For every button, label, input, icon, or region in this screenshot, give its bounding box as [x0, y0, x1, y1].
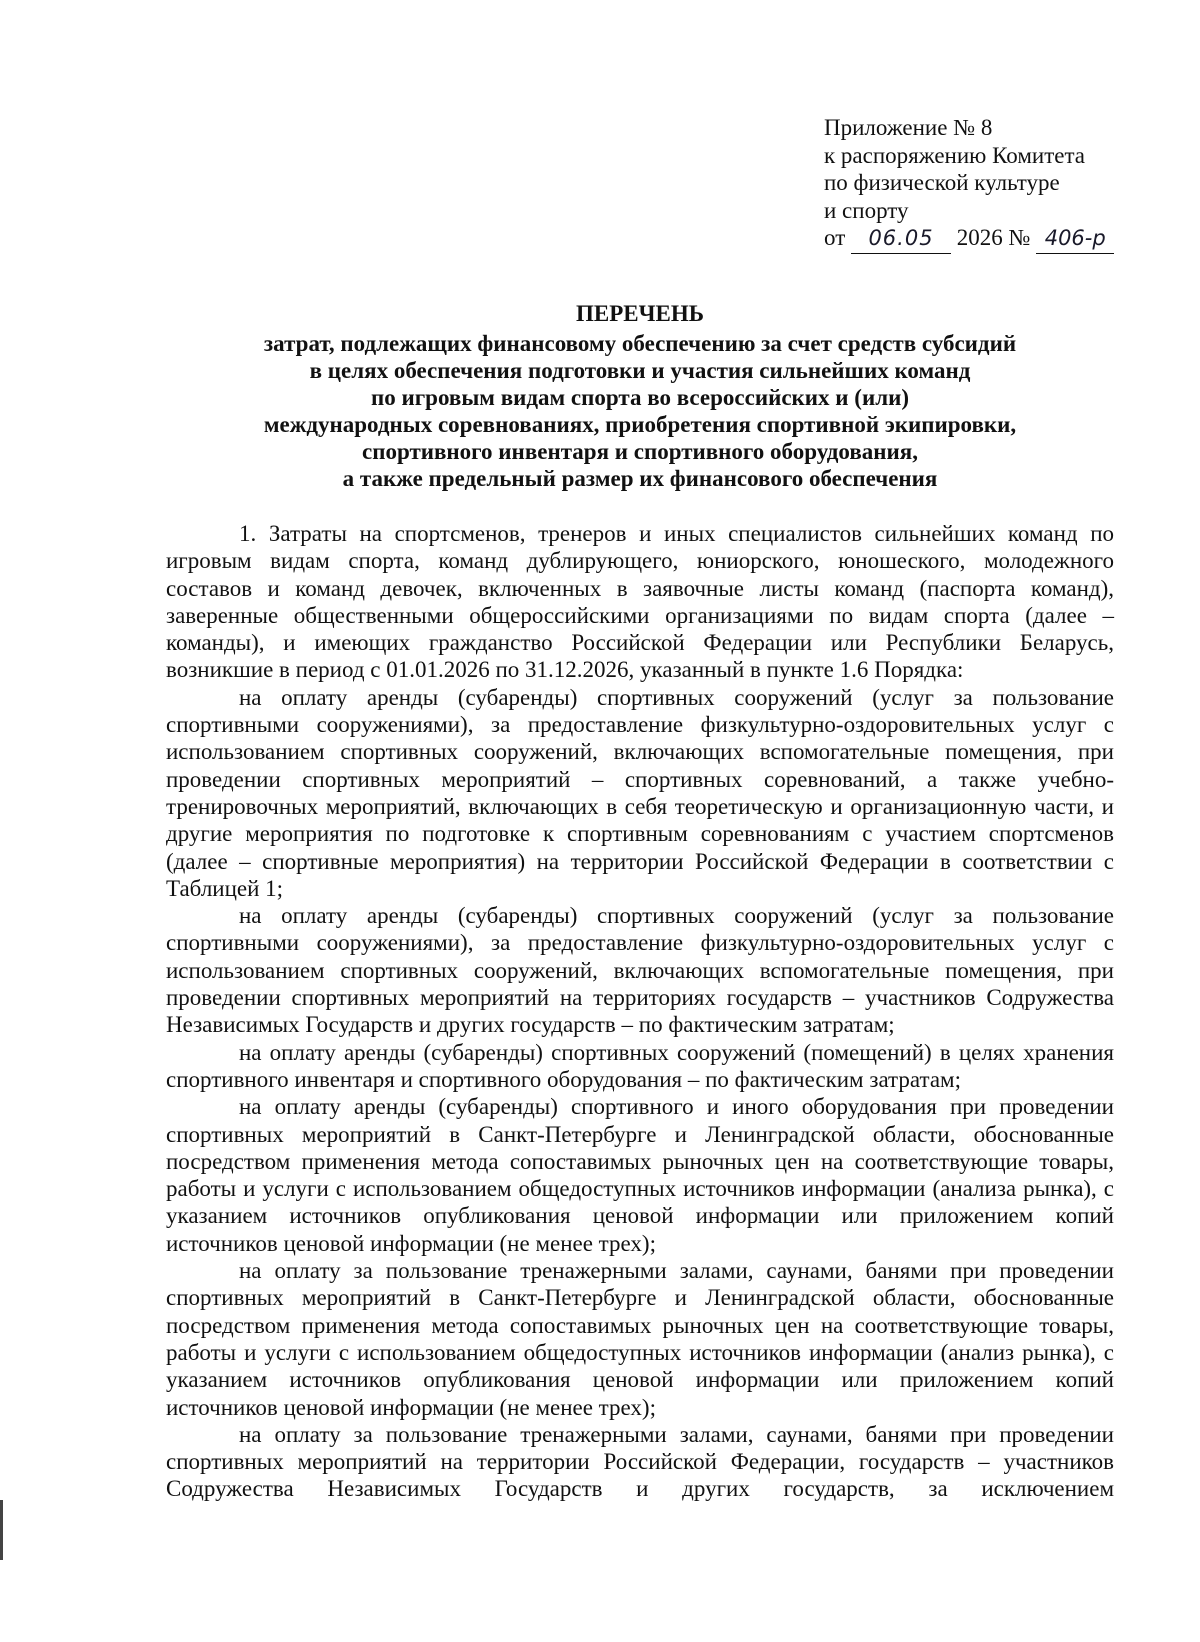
document-body [166, 520, 1114, 1503]
paragraph-7: на оплату за пользование тренажерными залами, саунами, банями при проведении спортивных мероприятий на территории Российской Федерации, государств – участников Содружества Независимых Государств и других государств, за исключением [166, 1421, 1114, 1502]
title-line-4: международных соревнованиях, приобретения спортивной экипировки, [263, 412, 1017, 437]
appendix-header [824, 114, 1154, 254]
paragraph-1: 1. Затраты на спортсменов, тренеров и иных специалистов сильнейших команд по игровым видам спорта, команд дублирующего, юниорского, юношеского, молодежного составов и команд девочек, включенных в заявочные листы команд (паспорта команд), заверенные общественными общероссийскими организациями по видам спорта (далее – команды), и имеющих гражданство Российской Федерации или Республики Беларусь, возникшие в период с 01.01.2026 по 31.12.2026, указанный в пункте 1.6 Порядка: [166, 521, 1114, 683]
title-main: ПЕРЕЧЕНЬ [576, 301, 704, 326]
appendix-line-2: к распоряжению Комитета [824, 142, 1085, 168]
appendix-date-line [824, 224, 1154, 254]
title-line-3: по игровым видам спорта во всероссийских и (или) [370, 385, 910, 410]
date-prefix: от [824, 225, 846, 250]
appendix-line-4: и спорту [824, 197, 909, 223]
paragraph-2: на оплату аренды (субаренды) спортивных сооружений (услуг за пользование спортивными сооружениями), за предоставление физкультурно-оздоровительных услуг с использованием спортивных сооружений, включающих вспомогательные помещения, при проведении спортивных мероприятий – спортивных соревнований, а также учебно-тренировочных мероприятий, включающих в себя теоретическую и организационную части, и другие мероприятия по подготовке к спортивным соревнованиям с участием спортсменов (далее – спортивные мероприятия) на территории Российской Федерации в соответствии с Таблицей 1; [166, 684, 1114, 901]
paragraph-5: на оплату аренды (субаренды) спортивного и иного оборудования при проведении спортивных мероприятий в Санкт-Петербурге и Ленинградской области, обоснованные посредством применения метода сопоставимых рыночных цен на соответствующие товары, работы и услуги с использованием общедоступных источников информации (анализа рынка), с указанием источников опубликования ценовой информации или приложением копий источников ценовой информации (не менее трех); [166, 1094, 1114, 1256]
title-line-2: в целях обеспечения подготовки и участия сильнейших команд [309, 358, 971, 383]
paragraph-3: на оплату аренды (субаренды) спортивных сооружений (услуг за пользование спортивными сооружениями), за предоставление физкультурно-оздоровительных услуг с использованием спортивных сооружений, включающих вспомогательные помещения, при проведении спортивных мероприятий на территориях государств – участников Содружества Независимых Государств и других государств – по фактическим затратам; [166, 903, 1114, 1038]
title-line-5: спортивного инвентаря и спортивного оборудования, [362, 439, 918, 464]
title-line-1: затрат, подлежащих финансовому обеспечению за счет средств субсидий [263, 331, 1017, 356]
paragraph-4: на оплату аренды (субаренды) спортивных сооружений (помещений) в целях хранения спортивного инвентаря и спортивного оборудования – по фактическим затратам; [166, 1039, 1114, 1092]
title-line-6: а также предельный размер их финансового обеспечения [342, 466, 938, 491]
appendix-line-1: Приложение № 8 [824, 115, 993, 140]
document-title [160, 300, 1120, 492]
appendix-line-3: по физической культуре [824, 170, 1060, 195]
paragraph-6: на оплату за пользование тренажерными залами, саунами, банями при проведении спортивных мероприятий в Санкт-Петербурге и Ленинградской области, обоснованные посредством применения метода сопоставимых рыночных цен на соответствующие товары, работы и услуги с использованием общедоступных источников информации (анализ рынка), с указанием источников опубликования ценовой информации или приложением копий источников ценовой информации (не менее трех); [166, 1258, 1114, 1420]
handwritten-number: 406-р [1036, 225, 1114, 254]
handwritten-date: 06.05 [851, 225, 951, 254]
scan-edge-mark [0, 1500, 3, 1560]
year-and-number-label: 2026 № [956, 225, 1031, 250]
